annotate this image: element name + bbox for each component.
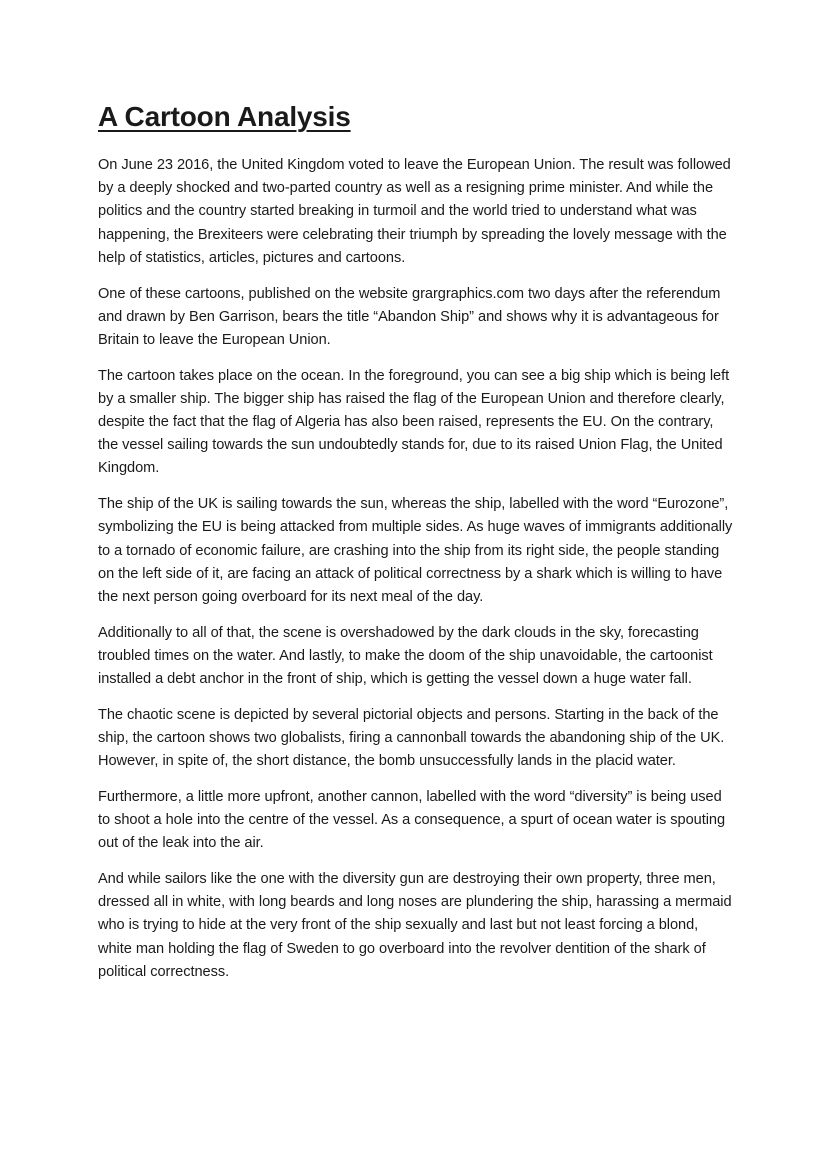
paragraph-1: On June 23 2016, the United Kingdom voted to leave the European Union. The result was followed by a deeply shocked and two-parted country as well as a resigning prime minister. And while the politics and the country started breaking in turmoil and the world tried to understand what was happening, the Brexiteers were celebrating their triumph by spreading the lovely message with the help of statistics, articles, pictures and cartoons. <box>98 157 731 266</box>
paragraph-6: The chaotic scene is depicted by several pictorial objects and persons. Starting in the back of the ship, the cartoon shows two globalists, firing a cannonball towards the abandoning ship of the UK. However, in spite of, the short distance, the bomb unsuccessfully lands in the placid water. <box>98 706 725 770</box>
paragraph-2: One of these cartoons, published on the website grargraphics.com two days after the referendum and drawn by Ben Garrison, bears the title “Abandon Ship” and shows why it is advantageous for Britain to leave the European Union. <box>98 285 721 348</box>
paragraph-5: Additionally to all of that, the scene is overshadowed by the dark clouds in the sky, forecasting troubled times on the water. And lastly, to make the doom of the ship unavoidable, the cartoonist installed a debt anchor in the front of ship, which is getting the vessel down a huge water fall. <box>98 624 713 688</box>
page-title: A Cartoon Analysis <box>98 101 351 132</box>
paragraph-4: The ship of the UK is sailing towards the sun, whereas the ship, labelled with the word “Eurozone”, symbolizing the EU is being attacked from multiple sides. As huge waves of immigrants additionally to a tornado of economic failure, are crashing into the ship from its right side, the people standing on the left side of it, are facing an attack of political correctness by a shark which is willing to have the next person going overboard for its next meal of the day. <box>98 496 733 605</box>
paragraph-3: The cartoon takes place on the ocean. In the foreground, you can see a big ship which is being left by a smaller ship. The bigger ship has raised the flag of the European Union and therefore clearly, despite the fact that the flag of Algeria has also been raised, represents the EU. On the contrary, the vessel sailing towards the sun undoubtedly stands for, due to its raised Union Flag, the United Kingdom. <box>98 367 730 477</box>
paragraph-8: And while sailors like the one with the diversity gun are destroying their own property, three men, dressed all in white, with long beards and long noses are plundering the ship, harassing a mermaid who is trying to hide at the very front of the ship sexually and last but not least forcing a blond, white man holding the flag of Sweden to go overboard into the revolver dentition of the shark of political correctness. <box>98 870 732 980</box>
document-page <box>98 98 734 997</box>
paragraph-7: Furthermore, a little more upfront, another cannon, labelled with the word “diversity” is being used to shoot a hole into the centre of the vessel. As a consequence, a spurt of ocean water is spouting out of the leak into the air. <box>98 788 726 852</box>
